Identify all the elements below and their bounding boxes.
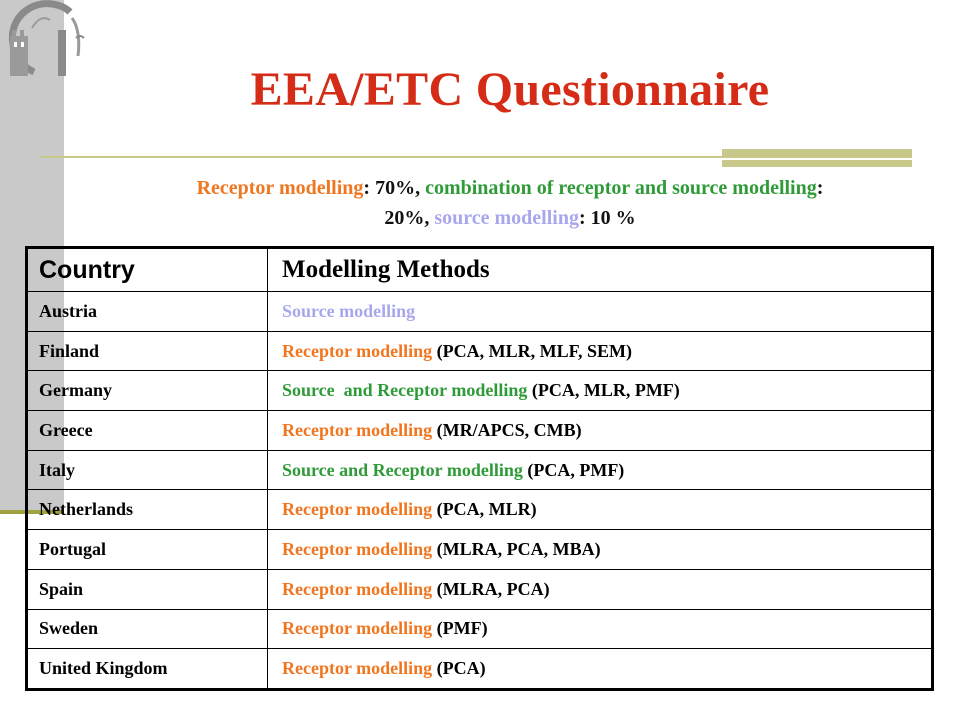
country-cell: Finland (27, 331, 268, 371)
method-type: Receptor modelling (282, 538, 433, 559)
modelling-methods-table (25, 246, 934, 691)
table-row (27, 411, 933, 451)
method-techniques: (PCA, MLR) (432, 499, 537, 520)
country-cell: Portugal (27, 530, 268, 570)
method-cell (268, 450, 933, 490)
method-type: Receptor modelling (282, 578, 433, 599)
table-row (27, 450, 933, 490)
country-cell: Germany (27, 371, 268, 411)
country-cell: Greece (27, 411, 268, 451)
country-cell: Austria (27, 292, 268, 332)
method-type: Receptor modelling (282, 419, 433, 440)
method-techniques: (PCA, PMF) (522, 459, 625, 480)
method-techniques: (PCA) (432, 658, 486, 679)
title-divider (40, 156, 725, 158)
method-techniques: (MR/APCS, CMB) (432, 419, 582, 440)
method-type: Receptor modelling (282, 499, 433, 520)
method-cell (268, 490, 933, 530)
method-techniques: (MLRA, PCA, MBA) (432, 538, 601, 559)
summary-combination-share: 20%, (384, 207, 430, 229)
table-row (27, 292, 933, 332)
summary-colon-3: : (578, 207, 591, 229)
method-techniques: (PCA, MLR, PMF) (527, 380, 680, 401)
method-cell (268, 569, 933, 609)
summary-colon-1: : (363, 177, 376, 199)
summary-receptor-share: 70%, (375, 177, 421, 199)
summary-receptor-label: Receptor modelling (196, 177, 364, 199)
table-row (27, 649, 933, 690)
title-divider-accent-lower (722, 160, 912, 167)
table-row (27, 331, 933, 371)
country-cell: Italy (27, 450, 268, 490)
method-type: Source and Receptor modelling (282, 459, 523, 480)
method-cell (268, 411, 933, 451)
table-row (27, 569, 933, 609)
method-type: Receptor modelling (282, 618, 433, 639)
country-column-header: Country (27, 248, 268, 292)
title-divider-accent (722, 149, 912, 158)
method-type: Receptor modelling (282, 658, 433, 679)
method-cell (268, 530, 933, 570)
table-row (27, 530, 933, 570)
country-cell: United Kingdom (27, 649, 268, 690)
method-cell (268, 371, 933, 411)
summary-source-share: 10 % (590, 207, 636, 229)
methods-column-header: Modelling Methods (268, 248, 933, 292)
method-cell (268, 609, 933, 649)
method-techniques: (PMF) (432, 618, 488, 639)
table-row (27, 490, 933, 530)
method-cell (268, 292, 933, 332)
country-cell: Spain (27, 569, 268, 609)
table-row (27, 371, 933, 411)
summary-source-label: source modelling (429, 207, 579, 229)
method-type: Source and Receptor modelling (282, 380, 528, 401)
method-cell (268, 649, 933, 690)
page-title: EEA/ETC Questionnaire (250, 63, 770, 116)
castle-logo-icon (0, 0, 96, 80)
summary-combination-label: combination of receptor and source modelling (420, 177, 817, 199)
country-cell: Netherlands (27, 490, 268, 530)
method-techniques: (PCA, MLR, MLF, SEM) (432, 340, 632, 361)
method-cell (268, 331, 933, 371)
table-header-row (27, 248, 933, 292)
summary-colon-2: : (816, 177, 824, 199)
summary-text (80, 173, 940, 233)
method-type: Source modelling (282, 300, 416, 321)
method-techniques: (MLRA, PCA) (432, 578, 550, 599)
method-type: Receptor modelling (282, 340, 433, 361)
country-cell: Sweden (27, 609, 268, 649)
table-row (27, 609, 933, 649)
